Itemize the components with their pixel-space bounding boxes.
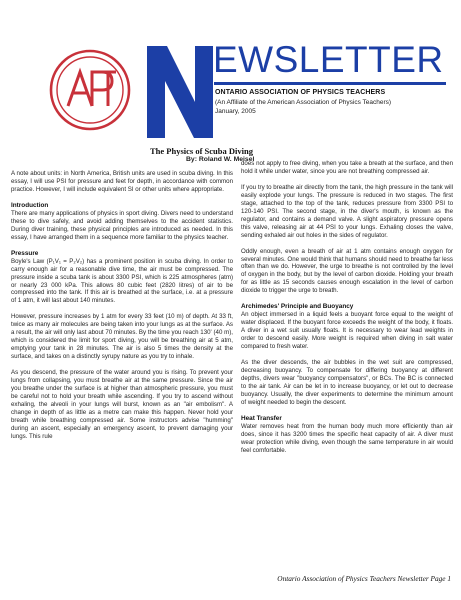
right-column [241,160,453,463]
heading-heat-transfer: Heat Transfer [241,414,282,422]
oapt-logo [48,48,132,132]
continued-paragraph: does not apply to free diving, when you take a breath at the surface, and then hold it while under water, since you are not breathing compressed air. [241,160,453,175]
units-note: A note about units: in North America, British units are used in scuba diving. In this essay, I will use PSI for pressure and feet for depth, in accordance with common practice. However, I will include equivalent SI or other units where appropriate. [11,170,233,193]
article-byline: By: Roland W. Meisel [186,156,255,163]
heading-archimedes: Archimedes' Principle and Buoyancy [241,303,354,311]
page-footer: Ontario Association of Physics Teachers Newsletter Page 1 [277,574,451,583]
left-column [11,170,233,449]
oxygen-paragraph: Oddly enough, even a breath of air at 1 atm contains enough oxygen for several minutes. One would think that humans should need to breathe far less often than we do. However, the urge to breathe is not controlled by the level of oxygen in the body, but by the level of carbon dioxide. Holding your breath for as little as 15 seconds causes enough escalation in the level of carbon dioxide to trigger the urge to breath. [241,247,453,295]
article-title: The Physics of Scuba Diving [150,146,253,156]
masthead-title: EWSLETTER [213,39,444,80]
masthead-rule [214,82,446,85]
organization-name: ONTARIO ASSOCIATION OF PHYSICS TEACHERS [215,89,386,96]
issue-date: January, 2005 [215,108,256,115]
archimedes-paragraph-1: An object immersed in a liquid feels a buoyant force equal to the weight of water displaced. If the buoyant force exceeds the weight of the body, it floats. A diver in a wet suit usually floats. It is necessary to wear lead weights in order to descend easily. More weight is required when diving in salt water compared to fresh water. [241,311,453,351]
pressure-paragraph-2: However, pressure increases by 1 atm for every 33 feet (10 m) of depth. At 33 ft, twice as many air molecules are being taken into your lungs as at the surface. As a result, the air will only last about 70 minutes. By the time you reach 130' (40 m), which is considered the limit for sport diving, you will be breathing air at 5 atm, emptying your tank in 28 minutes. The air is also 5 times the density at the surface, and takes on a distinctly syrupy nature as you try to inhale. [11,313,233,361]
heading-pressure: Pressure [11,249,39,257]
regulator-paragraph: If you try to breathe air directly from the tank, the high pressure in the tank will easily explode your lungs. The pressure is reduced in two stages. The first stage, attached to the top of the tank, reduces pressure from 3300 PSI to 120-140 PSI. The second stage, in the diver's mouth, is known as the regulator, and contains a demand valve. A slight aspiratory pressure opens this valve, releasing air at 44 PSI to your lungs. Exhaling closes the valve, sending exhaled air out holes in the sides of regulator. [241,183,453,239]
introduction-paragraph: There are many applications of physics in sport diving. Divers need to understand these to dive safely, and avoid adding themselves to the accident statistics. During diver training, these physical principles are introduced as needed. In this essay, I have arranged them in a sequence more familiar to the physics teacher. [11,209,233,241]
heading-introduction: Introduction [11,201,49,209]
pressure-paragraph-1: Boyle's Law (P₁V₁ = P₂V₂) has a prominent position in scuba diving. In order to carry enough air for a reasonable dive time, the air must be compressed. The pressure inside a scuba tank is about 3300 PSI, which is 225 atmospheres (atm) or nearly 23 000 kPa. This allows 80 cubic feet (2820 litres) of air to be compressed into the tank. If this air is breathed at the surface, i.e. at a pressure of 1 atm, it will last about 140 minutes. [11,257,233,305]
archimedes-paragraph-2: As the diver descends, the air bubbles in the wet suit are compressed, decreasing buoyancy. To compensate for differing buoyancy at different depths, divers wear "buoyancy compensators", or BCs. The BC is connected to the air tank. Air can be let in to increase buoyancy, or let out to decrease buoyancy. Usually, the diver experiments to determine the minimum amount of weight needed to begin the descent. [241,359,453,406]
heat-transfer-paragraph: Water removes heat from the human body much more efficiently than air does, since it has 3200 times the specific heat capacity of air. A diver must wear protection while diving, even though the same temperature in air would feel comfortable. [241,422,453,454]
masthead-n-letter [145,44,215,140]
pressure-paragraph-3: As you descend, the pressure of the water around you is rising. To prevent your lungs from collapsing, you must breathe air at the same pressure. Since the air you breathe under the surface is at higher than atmospheric pressure, you must be careful not to hold your breath while ascending. If you try to ascend without exhaling, the alveoli in your lungs will burst, known as an "air embolism". A change in depth of as little as a metre can make this happen. Never hold your breath while breathing compressed air. Some instructors advise "humming" during an ascent, especially an emergency ascent, to prevent damaging your lungs. This rule [11,369,233,440]
affiliate-line: (An Affiliate of the American Association of Physics Teachers) [215,99,392,106]
